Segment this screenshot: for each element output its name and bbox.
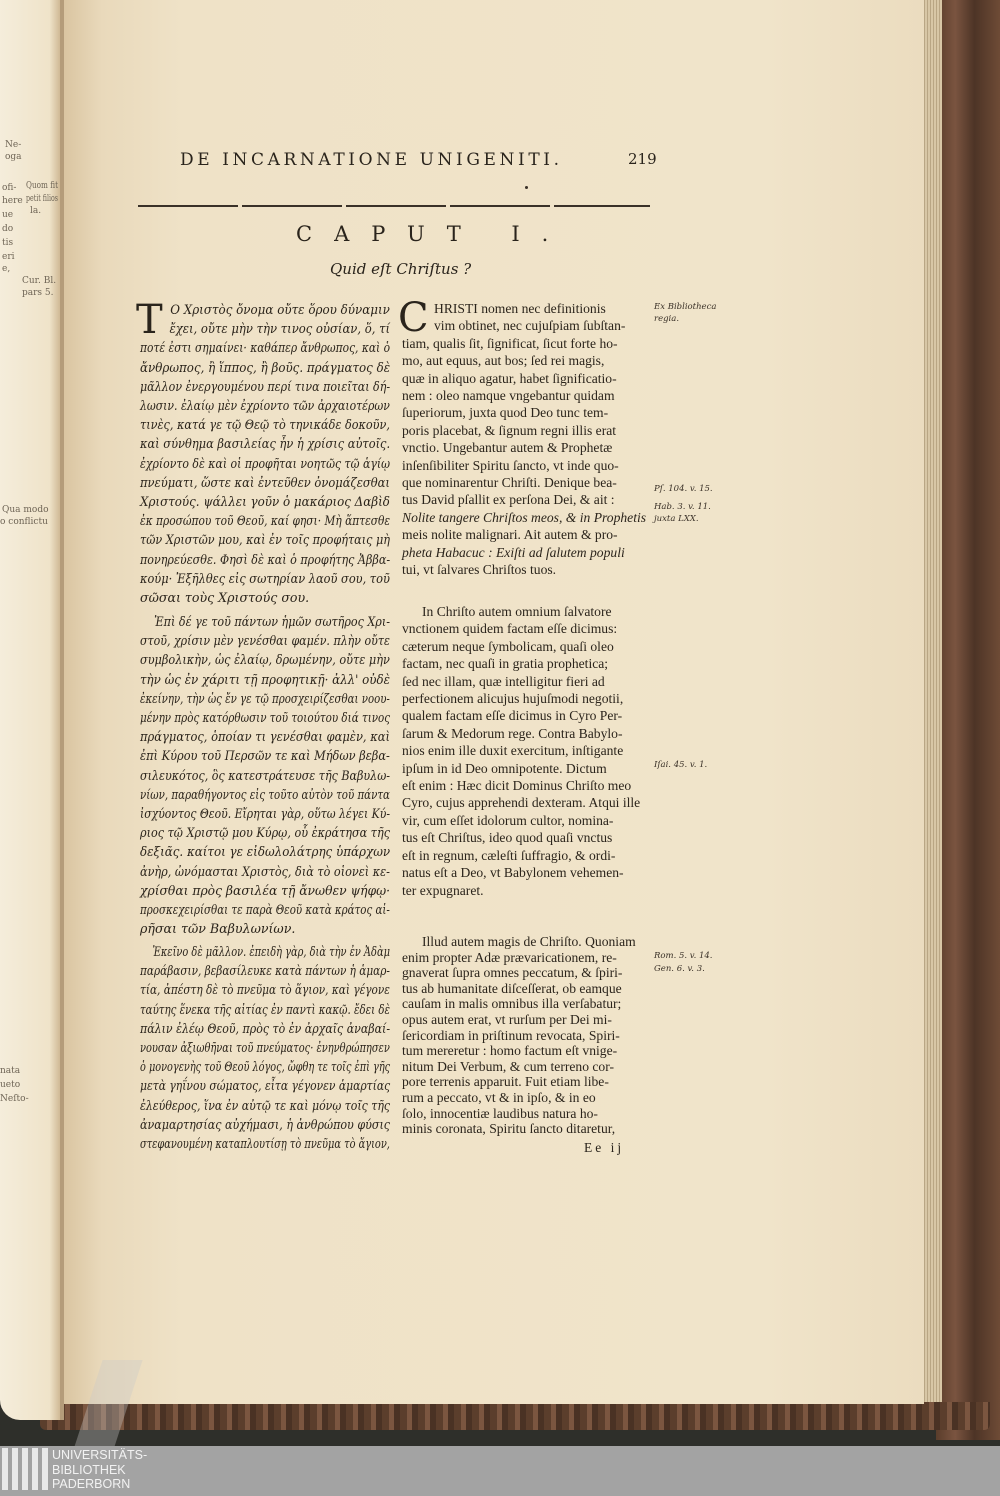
text-line: ποτέ ἐστι σημαίνει· καθάπερ ἄνθρωπος, καὶ ὁ — [140, 340, 391, 356]
text-line: O Χριστὸς ὄνομα οὔτε ὅρου δύναμιν — [170, 302, 390, 317]
greek-paragraph-2 — [140, 612, 390, 938]
left-page-fragment: ue — [2, 210, 14, 220]
text-line: Χριστούς. ψάλλει γοῦν ὁ μακάριος Δαβὶδ — [140, 494, 390, 510]
left-page-fragment: Ne- — [5, 140, 22, 150]
text-line: ſuperiorum, juxta quod Deo tunc tem- — [402, 405, 609, 421]
latin-paragraph-1 — [402, 300, 650, 579]
left-page-fragment: eri — [2, 252, 15, 262]
margin-note: juxta LXX. — [654, 514, 699, 524]
text-line: σιλευκότος, ὃς κατεστράτευσε τῆς Βαβυλω- — [140, 767, 391, 783]
text-line: Ἐπὶ δέ γε τοῦ πάντων ἡμῶν σωτῆρος Χρι- — [154, 614, 390, 629]
text-line: nitum Dei Verbum, & cum terreno cor- — [402, 1058, 615, 1074]
text-line: eſt enim : Hæc dicit Dominus Chriſto meo — [402, 778, 632, 794]
logo-line: UNIVERSITÄTS- — [52, 1448, 148, 1462]
text-line: ριος τῷ Χριστῷ μου Κύρῳ, οὗ ἐκράτησα τῆς — [140, 825, 390, 841]
text-line: καὶ σύνθημα βασιλείας ἦν ἡ χρίσις αὐτοῖς. — [140, 436, 391, 452]
text-line: vir, cum eſſet idolorum cultor, nomina- — [402, 812, 614, 828]
text-line: mo, aut equus, aut bos; ſed rei magis, — [402, 353, 605, 369]
text-line: ter expugnaret. — [402, 882, 484, 898]
text-line: στεφανουμένη καταπλουτίσῃ τὸ πνεῦμα τὸ ἅγιον, — [140, 1136, 390, 1152]
text-line: νουσαν ἀξιωθῆναι τοῦ πνεύματος· ἐνηνθρώπησεν — [140, 1040, 390, 1056]
text-line: ſericordiam in priſtinum revocata, Spiri- — [402, 1027, 620, 1043]
latin-paragraph-2 — [402, 603, 650, 899]
text-line: μᾶλλον ἐνεργουμένου περί τινα ποιεῖται δή- — [140, 378, 391, 394]
ornament-dot — [525, 186, 528, 189]
text-line: tiam, qualis ſit, ſignificat, ſicut forte ho- — [402, 335, 618, 351]
text-line: tui, vt ſalvares Chriſtos tuos. — [402, 562, 557, 578]
text-line: ἐχρίοντο δὲ καὶ οἱ προφῆται νοητῶς τῷ ἁγίῳ — [140, 455, 391, 471]
left-page-fragment: ueto — [0, 1080, 21, 1090]
signature-mark: Ee ij — [584, 1140, 625, 1155]
text-line: quæ in aliquo agatur, habet ſignificatio- — [402, 370, 617, 386]
left-page-fragment: here — [2, 196, 23, 206]
text-line: τία, ἀπέστη δὲ τὸ πνεῦμα τὸ ἅγιον, καὶ γέγονε — [140, 982, 390, 998]
book-cover-bottom — [40, 1402, 990, 1430]
text-line: natus eſt a Deo, vt Babylonem vehemen- — [402, 865, 624, 881]
page-number: 219 — [628, 150, 657, 168]
margin-note: Rom. 5. v. 14. — [654, 951, 713, 961]
text-line: tus eſt Chriſtus, ideo quod quaſi vnctus — [402, 830, 613, 846]
page-edges — [922, 0, 942, 1405]
text-line: πονηρεύεσθε. Φησὶ δὲ καὶ ὁ προφήτης Ἀββα- — [140, 551, 391, 567]
text-line: ſolo, innocentiæ laudibus natura ho- — [402, 1105, 598, 1121]
text-line: cæterum neque ſymbolicam, quaſi oleo — [402, 638, 614, 654]
margin-note: Pſ. 104. v. 15. — [654, 484, 713, 494]
chapter-subtitle: Quid eſt Chriſtus ? — [330, 260, 472, 278]
text-line: ἀνὴρ, ὠνόμασται Χριστὸς, διὰ τὸ οἱονεὶ κε- — [140, 863, 390, 879]
text-line: ἔχει, οὔτε μὴν τὴν τινος οὐσίαν, ὅ, τί — [169, 321, 391, 337]
text-line: στοῦ, χρίσιν μὲν γενέσθαι φαμέν. πλὴν οὔτε — [140, 633, 390, 649]
margin-note: Gen. 6. v. 3. — [654, 964, 705, 974]
text-line: λωσιν. ἐλαίῳ μὲν ἐχρίοντο τῶν ἀρχαιοτέρων — [140, 398, 390, 414]
running-title: DE INCARNATIONE UNIGENITI. — [180, 150, 563, 170]
text-line: eſt in regnum, cæleſti ſuffragio, & ordi- — [402, 847, 616, 863]
text-line: ſarum & Medorum rege. Contra Babylo- — [402, 725, 623, 741]
text-line: pheta Habacuc : Exiſti ad ſalutem populi — [402, 544, 625, 560]
text-line: minis coronata, Spiritu ſancto ditaretur, — [402, 1121, 616, 1137]
text-line: meis nolite malignari. Ait autem & pro- — [402, 527, 618, 543]
text-line: vnctio. Ungebantur autem & Prophetæ — [402, 440, 613, 456]
text-line: nios enim ille duxit exercitum, inſtigante — [402, 743, 624, 759]
margin-note: Hab. 3. v. 11. — [654, 502, 711, 512]
text-line: νίων, παραθήγοντος εἰς τοῦτο αὐτὸν τοῦ πάντα — [140, 786, 390, 802]
text-line: que nominarentur Chriſti. Denique bea- — [402, 475, 617, 491]
text-line: ἐπὶ Κύρου τοῦ Περσῶν τε καὶ Μήδων βεβα- — [140, 748, 390, 764]
text-line: gnaverat ſupra omnes peccatum, & ſpiri- — [402, 965, 623, 981]
text-line: enim propter Adæ prævaricationem, re- — [402, 949, 617, 965]
text-line: μετὰ γηΐνου σώματος, εἶτα γέγονεν ἁμαρτίας — [140, 1078, 391, 1094]
text-line: τὴν ὡς ἐν χάριτι τῇ προφητικῇ· ἀλλ' οὐδὲ — [140, 671, 390, 687]
left-page-fragment: Qua modo — [2, 505, 49, 515]
text-line: ἄνθρωπος, ἢ ἵππος, ἢ βοῦς. πράγματος δὲ — [140, 359, 391, 375]
text-line: opus autem erat, vt rurſum per Dei mi- — [402, 1011, 612, 1027]
text-line: ταύτης ἕνεκα τῆς αἰτίας ἐν παντὶ κακῷ. ἔδει δὲ — [140, 1001, 391, 1017]
left-page-fragment: o conflictu — [0, 517, 48, 527]
book-cover-right — [936, 0, 1000, 1440]
latin-drop-cap: C — [398, 295, 429, 341]
text-line: vnctionem quidem factam eſſe dicimus: — [402, 621, 618, 637]
margin-note: regia. — [654, 314, 680, 324]
text-line: tus David pſallit ex perſona Dei, & ait : — [402, 492, 615, 508]
text-line: rum a peccato, vt & in ipſo, & in eo — [402, 1089, 596, 1105]
text-line: factam, nec quaſi in gratia prophetica; — [402, 656, 609, 672]
text-line: μένην πρὸς κατόρθωσιν τοῦ τοιούτου διά τινος — [140, 710, 391, 726]
text-line: ρῆσαι τῶν Βαβυλωνίων. — [140, 921, 296, 937]
text-line: poris placebat, & ſignum regni illis erat — [402, 422, 617, 438]
text-line: nem : oleo namque vngebantur quidam — [402, 388, 615, 404]
text-line: ſed nec illam, quæ intelligitur fieri ad — [402, 673, 605, 689]
margin-note: Iſai. 45. v. 1. — [654, 760, 708, 770]
text-line: Nolite tangere Chriſtos meos, & in Prophetis — [402, 509, 647, 525]
logo-line: BIBLIOTHEK — [52, 1462, 126, 1477]
text-line: In Chriſto autem omnium ſalvatore — [422, 604, 612, 619]
text-line: HRISTI nomen nec definitionis — [434, 301, 606, 316]
text-line: συμβολικὴν, ὡς ἐλαίῳ, δρωμένην, οὔτε μὴν — [140, 652, 390, 668]
text-line: Cyro, cujus apprehendi dexteram. Atqui ille — [402, 795, 641, 811]
left-page-fragment: e, — [2, 264, 11, 274]
left-page-fragment: ofi- — [2, 183, 17, 193]
text-line: παράβασιν, βεβασίλευκε κατὰ πάντων ἡ ἁμαρ- — [140, 963, 390, 979]
latin-paragraph-3 — [402, 934, 650, 1137]
logo-line: PADERBORN — [52, 1477, 131, 1491]
library-logo-text — [52, 1448, 147, 1492]
greek-drop-cap: T — [136, 297, 163, 343]
greek-paragraph-1 — [140, 300, 390, 607]
text-line: ἰσχύοντος Θεοῦ. Εἴρηται γὰρ, οὕτω λέγει Κύ- — [140, 806, 391, 822]
text-line: cauſam in malis omnibus illa verſabatur; — [402, 996, 622, 1012]
greek-paragraph-3 — [140, 942, 390, 1153]
text-line: προσκεχειρίσθαι τε παρὰ Θεοῦ κατὰ κράτος αἱ- — [140, 902, 390, 918]
text-line: πράγματος, ὁποίαν τι γενέσθαι φαμὲν, καὶ — [140, 729, 390, 745]
left-page-fragment: Neſto- — [0, 1094, 29, 1104]
text-line: Illud autem magis de Chriſto. Quoniam — [422, 934, 636, 949]
left-page-fragment: la. — [30, 206, 42, 216]
text-line: tum mereretur : homo factum eſt vnige- — [402, 1043, 618, 1059]
text-line: vim obtinet, nec cujuſpiam ſubſtan- — [434, 318, 626, 334]
text-line: τινὲς, κατά γε τῷ Θεῷ τὸ τηνικάδε δοκοῦν, — [140, 417, 390, 433]
text-line: σῶσαι τοὺς Χριστούς σου. — [140, 590, 310, 606]
footer-bar — [0, 1446, 1000, 1496]
text-line: qualem factam eſſe dicimus in Cyro Per- — [402, 708, 623, 724]
book-gutter — [60, 0, 64, 1420]
text-line: κούμ· Ἐξῆλθες εἰς σωτηρίαν λαοῦ σου, τοῦ — [140, 570, 390, 586]
left-page-fragment: petit filios — [26, 194, 59, 204]
text-line: πνεύματι, ὥστε καὶ ἐντεῦθεν ὀνομάζεσθαι — [140, 474, 390, 490]
text-line: ipſum in id Deo omnipotente. Dictum — [402, 760, 607, 776]
text-line: inſenſibiliter Spiritu ſancto, vt inde quo- — [402, 457, 619, 473]
text-line: Ἐκεῖνο δὲ μᾶλλον. ἐπειδὴ γὰρ, διὰ τὴν ἐν Ἀδὰμ — [152, 944, 390, 959]
left-page-fragment: pars 5. — [22, 288, 54, 298]
margin-note: Ex Bibliotheca — [654, 302, 717, 312]
text-line: ὁ μονογενὴς τοῦ Θεοῦ λόγος, ὤφθη τε τοῖς ἐπὶ γῆς — [140, 1059, 391, 1075]
text-line: tus ab humanitate diſceſſerat, ob eamque — [402, 980, 622, 996]
left-page-fragment: Quom fit — [26, 181, 59, 191]
chapter-title: CAPUT I. — [296, 222, 571, 246]
left-page-fragment: oga — [5, 152, 22, 162]
left-page-fragment: tis — [2, 238, 14, 248]
text-line: pore terrenis apparuit. Fuit etiam libe- — [402, 1074, 609, 1090]
text-line: perfectionem alicujus hujuſmodi negotii, — [402, 691, 624, 707]
text-line: ἀναμαρτησίας αὐχήμασι, ἡ ἀνθρώπου φύσις — [140, 1116, 391, 1132]
header-rule — [138, 205, 650, 207]
text-line: τῶν Χριστῶν μου, καὶ ἐν τοῖς προφήταις μὴ — [140, 532, 391, 548]
text-line: πάλιν ἐλέῳ Θεοῦ, πρὸς τὸ ἐν ἀρχαῖς ἀναβαί- — [140, 1020, 391, 1036]
left-page-fragment: nata — [0, 1066, 21, 1076]
left-page-fragment: do — [2, 224, 14, 234]
text-line: δεξιᾶς. καίτοι γε εἰδωλολάτρης ὑπάρχων — [140, 844, 391, 860]
text-line: ἐλεύθερος, ἵνα ἐν αὐτῷ τε καὶ μόνῳ τοῖς τῆς — [140, 1097, 391, 1113]
text-line: ἐκ προσώπου τοῦ Θεοῦ, καί φησι· Μὴ ἅπτεσθε — [140, 513, 391, 529]
text-line: ἐκείνην, τὴν ὡς ἔν γε τῷ προσχειρίζεσθαι νοου- — [140, 690, 390, 706]
left-page-fragment: Cur. Bl. — [22, 276, 57, 286]
text-line: χρίσθαι πρὸς βασιλέα τῇ ἄνωθεν ψήφῳ· — [140, 882, 391, 898]
library-logo-icon — [2, 1448, 48, 1490]
